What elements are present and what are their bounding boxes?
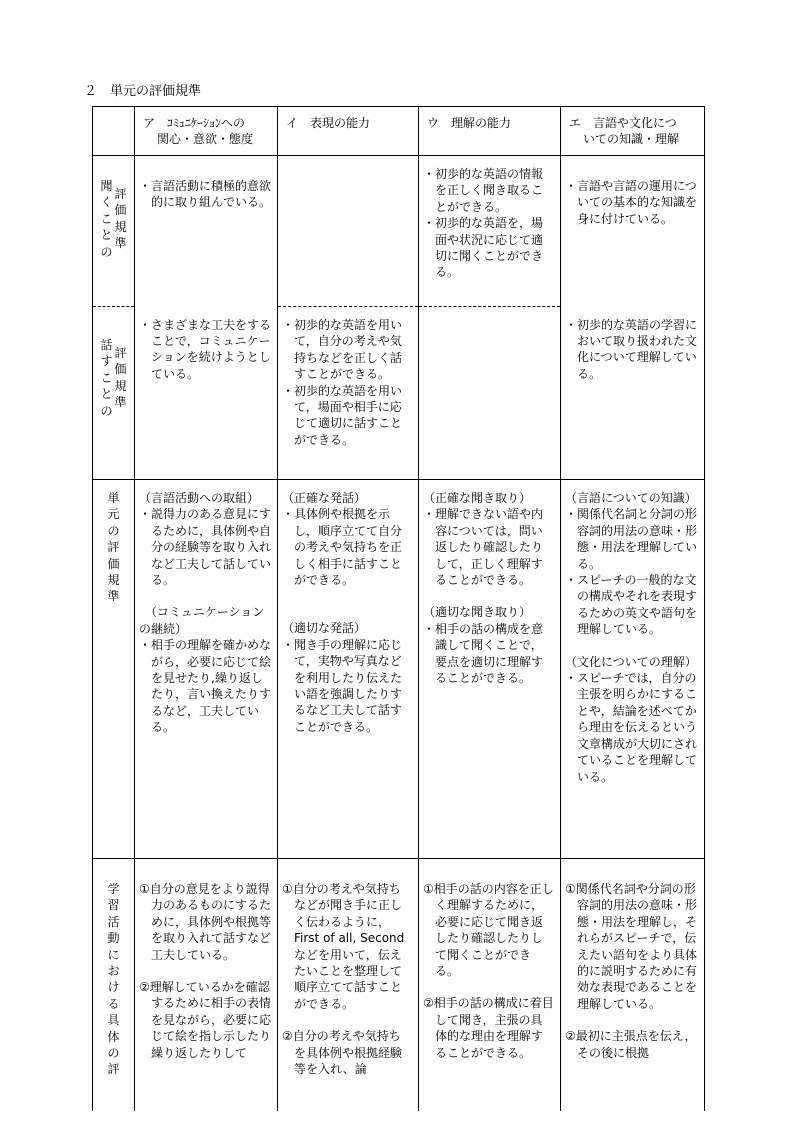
unit-criteria-row: [93, 480, 705, 859]
evaluation-criteria-table: [92, 106, 705, 1111]
activity-a: ①自分の意見をより説得力のあるものにするために，具体例や根拠等を取り入れて話すなど工夫している。 ②理解しているかを確認するために相手の表情を見ながら，必要に応じて絵を指し示したり繰り返したりして: [135, 859, 278, 1112]
listening-u: ・初歩的な英語の情報を正しく聞き取ることができる。 ・初歩的な英語を，場面や状況に応じて適切に聞くことができる。: [419, 156, 561, 307]
activity-e: ①関係代名詞や分詞の形容詞的用法の意味・形態・用法を理解し，それらがスピーチで，伝えたい語句をより具体的に説明するために有効な表現であることを理解している。 ②最初に主張点を伝え，その後に根拠: [561, 859, 705, 1112]
activity-label-col: 学 習 活 動 に お け る 具 体 の 評: [107, 882, 120, 1077]
header-col-u: ウ 理解の能力: [419, 107, 561, 156]
speaking-a: ・さまざまな工夫をすることで，コミュニケーションを続けようとしている。: [135, 307, 278, 480]
listening-row: [93, 156, 705, 307]
speaking-label-col1: 話 す こ と の: [100, 338, 113, 418]
unit-u: （正確な聞き取り） ・理解できない語や内容については，問い返したり確認したりして，正しく理解することができる。 （適切な聞き取り） ・相手の話の構成を意識して聞くことで，要点を適切に理解することができる。: [419, 480, 561, 859]
unit-a: （言語活動への取組） ・説得力のある意見にするために，具体例や自分の経験等を取り入れなど工夫して話している。 （コミュニケーションの継続） ・相手の理解を確かめながら，必要に応じて絵を見せたり,繰り返したり，言い換えたりするなど，工夫している。: [135, 480, 278, 859]
header-col-a: ア ｺﾐｭﾆｹｰｼｮﾝへの 関心・意欲・態度: [135, 107, 278, 156]
unit-e: （言語についての知識） ・関係代名詞と分詞の形容詞的用法の意味・形態・用法を理解している。 ・スピーチの一般的な文の構成やそれを表現するための英文や語句を理解している。 （文化についての理解） ・スピーチでは，自分の主張を明らかにすることや，結論を述べてから理由を伝えるという文章構成が大切にされていることを理解している。: [561, 480, 705, 859]
listening-i: [278, 156, 419, 307]
listening-a: ・言語活動に積極的意欲的に取り組んでいる。: [135, 156, 278, 307]
listening-e: ・言語や言語の運用についての基本的な知識を身に付けている。: [561, 156, 705, 307]
speaking-u: [419, 307, 561, 480]
header-corner: [93, 107, 135, 156]
speaking-label: [93, 307, 135, 480]
header-col-i: イ 表現の能力: [278, 107, 419, 156]
activity-label: [93, 859, 135, 1112]
speaking-e: ・初歩的な英語の学習において取り扱われた文化について理解している。: [561, 307, 705, 480]
section-heading: ２ 単元の評価規準: [84, 84, 202, 99]
header-row: [93, 107, 705, 156]
header-col-e: エ 言語や文化につ いての知識・理解: [561, 107, 705, 156]
speaking-i: ・初歩的な英語を用いて，自分の考えや気持ちなどを正しく話すことができる。 ・初歩的な英語を用いて，場面や相手に応じて適切に話すことができる。: [278, 307, 419, 480]
activity-u: ①相手の話の内容を正しく理解するために，必要に応じて聞き返したり確認したりして聞くことができる。 ②相手の話の構成に着目して聞き，主張の具体的な理由を理解することができる。: [419, 859, 561, 1112]
listening-label: [93, 156, 135, 307]
listening-label-col2: 評 価 規 準: [114, 187, 127, 251]
activity-i: ①自分の考えや気持ちなどが聞き手に正しく伝わるように，First of all, Second などを用いて，伝えたいことを整理して順序立てて話すことができる。 ②自分の考えや気持ちを具体例や根拠経験等を入れ、論: [278, 859, 419, 1112]
unit-label-col: 単 元 の 評 価 規 準: [107, 491, 120, 604]
activity-row: [93, 859, 705, 1112]
listening-label-col1: 聞 く こ と の: [100, 179, 113, 259]
speaking-row: [93, 307, 705, 480]
speaking-label-col2: 評 価 規 準: [114, 346, 127, 410]
unit-criteria-label: [93, 480, 135, 859]
unit-i: （正確な発話） ・具体例や根拠を示し，順序立てて自分の考えや気持ちを正しく相手に話すことができる。 （適切な発話） ・聞き手の理解に応じて，実物や写真などを利用したり伝えたい語を強調したりするなど工夫して話すことができる。: [278, 480, 419, 859]
